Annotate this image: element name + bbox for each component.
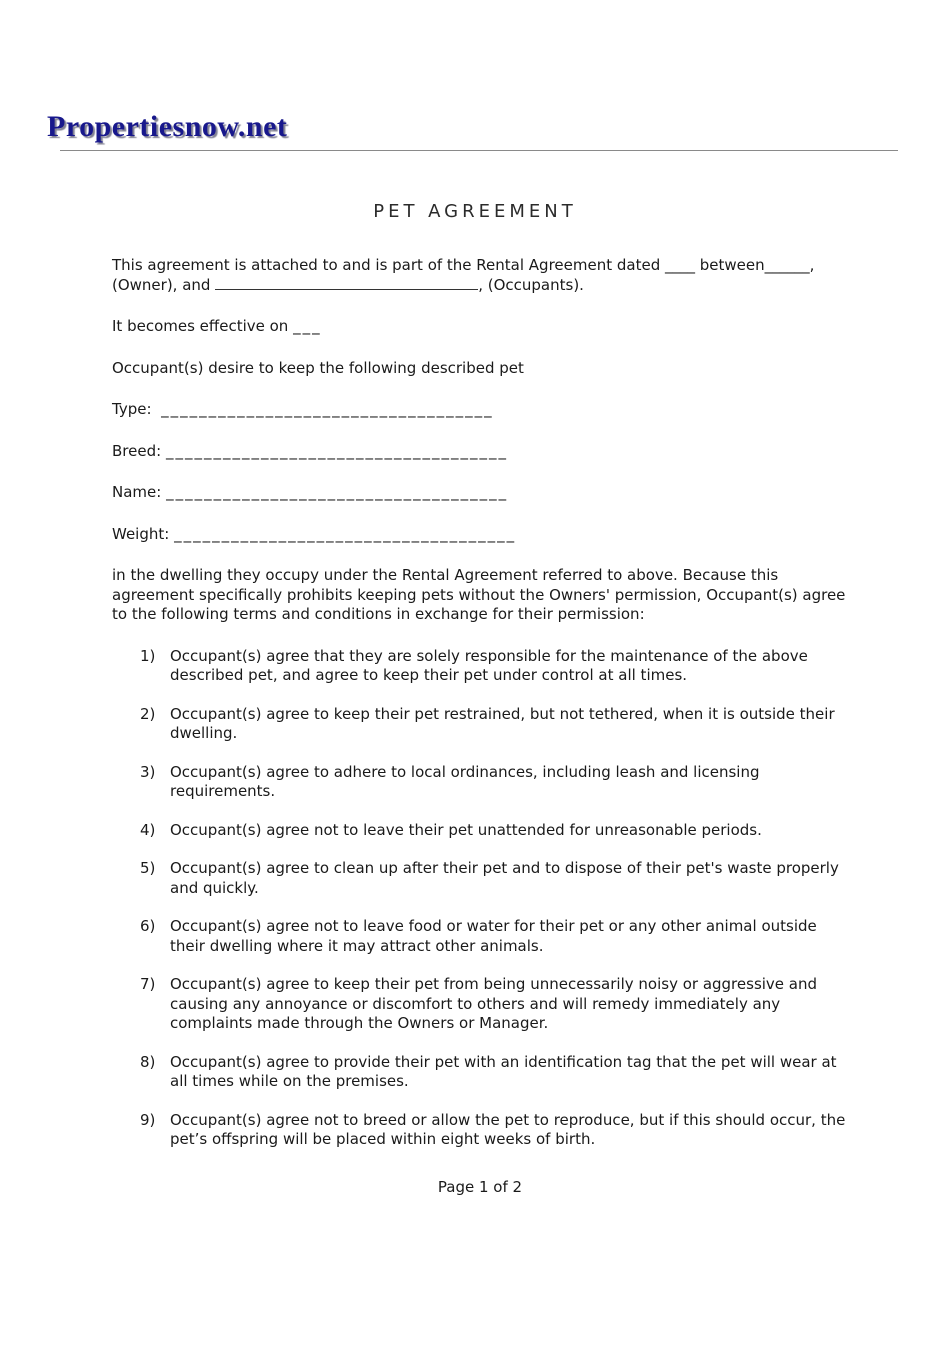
term-item-7	[112, 975, 848, 1034]
term-item-2	[112, 705, 848, 744]
term-text: Occupant(s) agree to clean up after their pet and to dispose of their pet's waste properly and quickly.	[170, 859, 839, 897]
occupants-blank-line	[215, 276, 478, 290]
terms-list	[112, 647, 848, 1150]
type-blank: ___________________________________	[161, 400, 494, 418]
term-text: Occupant(s) agree not to leave food or water for their pet or any other animal outside their dwelling where it may attract other animals.	[170, 917, 817, 955]
weight-field	[112, 525, 848, 545]
effective-line	[112, 317, 848, 337]
breed-label: Breed:	[112, 441, 162, 460]
breed-field	[112, 442, 848, 462]
term-text: Occupant(s) agree that they are solely responsible for the maintenance of the above described pet, and agree to keep their pet under control at all times.	[170, 646, 808, 684]
term-number: 9)	[140, 1110, 156, 1129]
effective-text: It becomes effective on	[112, 317, 289, 335]
intro-paragraph	[112, 256, 848, 295]
site-logo: Propertiesnow.net	[47, 110, 288, 143]
pet-fields	[112, 400, 848, 544]
term-item-4	[112, 821, 848, 841]
term-number: 2)	[140, 704, 156, 723]
term-text: Occupant(s) agree to keep their pet restrained, but not tethered, when it is outside their dwelling.	[170, 704, 835, 742]
dwelling-paragraph: in the dwelling they occupy under the Rental Agreement referred to above. Because this agreement specifically prohibits keeping pets without the Owners' permission, Occupant(s) agree to the following terms and conditions in exchange for their permission:	[112, 566, 846, 623]
type-label: Type:	[112, 400, 152, 418]
page-number: Page 1 of 2	[437, 1177, 523, 1196]
term-number: 3)	[140, 762, 156, 781]
name-field	[112, 483, 848, 503]
term-text: Occupant(s) agree not to breed or allow the pet to reproduce, but if this should occur, the pet’s offspring will be placed within eight weeks of birth.	[170, 1110, 846, 1148]
name-label: Name:	[112, 483, 162, 501]
term-text: Occupant(s) agree to adhere to local ordinances, including leash and licensing requirements.	[170, 762, 760, 800]
term-number: 1)	[140, 646, 156, 665]
term-item-9	[112, 1111, 848, 1150]
term-item-8	[112, 1053, 848, 1092]
term-item-5	[112, 859, 848, 898]
intro-text-1: This agreement is attached to and is part of the Rental Agreement dated ____ between______, (Owner), and	[112, 256, 815, 294]
effective-date-blank: ___	[293, 317, 322, 335]
term-item-6	[112, 917, 848, 956]
term-number: 6)	[140, 917, 156, 935]
document-title: PET AGREEMENT	[373, 201, 577, 222]
document-body	[112, 256, 848, 1197]
term-item-1	[112, 647, 848, 686]
term-number: 4)	[140, 820, 156, 839]
term-number: 7)	[140, 975, 156, 993]
header-divider	[60, 150, 898, 151]
term-text: Occupant(s) agree to keep their pet from being unnecessarily noisy or aggressive and causing any annoyance or discomfort to others and will remedy immediately any complaints made through the Owners or Manager.	[170, 975, 818, 1032]
breed-blank: ____________________________________	[165, 441, 508, 460]
term-number: 5)	[140, 859, 156, 877]
weight-label: Weight:	[112, 524, 170, 543]
term-number: 8)	[140, 1052, 156, 1071]
term-text: Occupant(s) agree not to leave their pet unattended for unreasonable periods.	[170, 820, 762, 839]
desire-line: Occupant(s) desire to keep the following described pet	[112, 358, 524, 377]
term-item-3	[112, 763, 848, 802]
weight-blank: ____________________________________	[174, 524, 517, 543]
intro-text-2: , (Occupants).	[478, 275, 584, 294]
name-blank: ____________________________________	[166, 483, 509, 501]
type-field	[112, 400, 848, 420]
term-text: Occupant(s) agree to provide their pet with an identification tag that the pet will wear at all times while on the premises.	[170, 1052, 837, 1090]
